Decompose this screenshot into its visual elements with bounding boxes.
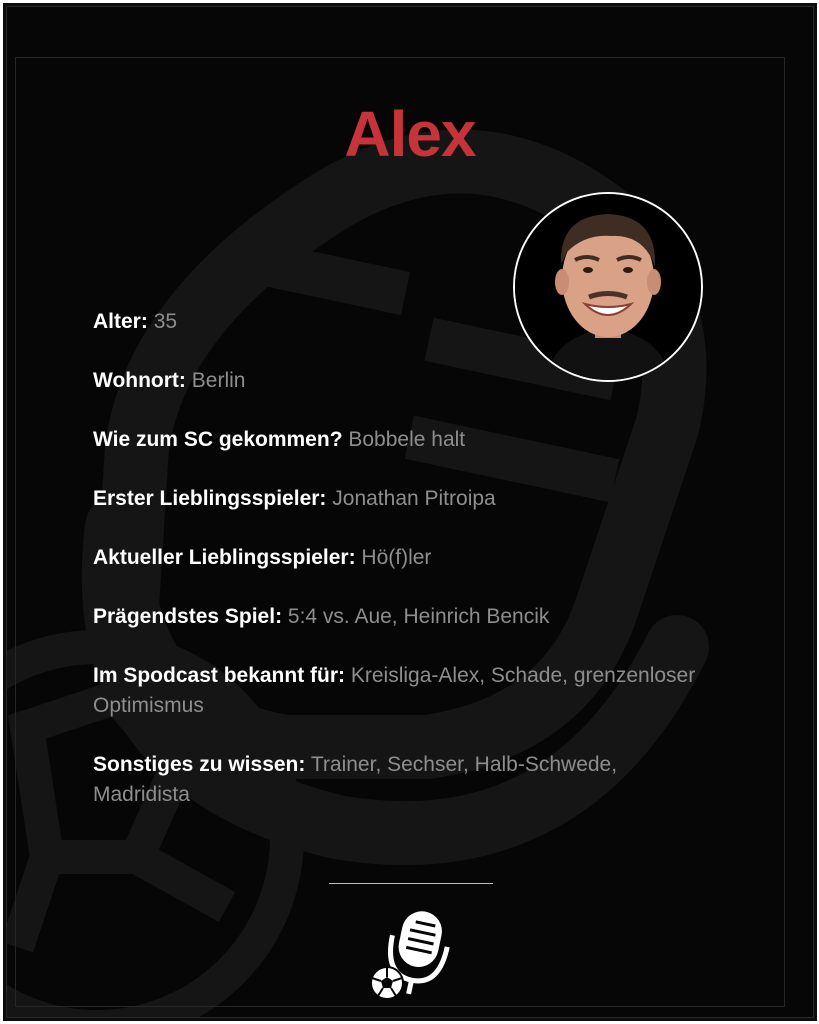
profile-card [6,6,814,1018]
fact-first-favorite [93,484,713,514]
fact-value: Kreisliga-Alex, Schade, grenzenloser Optimismus [93,664,696,717]
fact-value: 5:4 vs. Aue, Heinrich Bencik [287,605,550,628]
fact-defining-match [93,602,713,632]
fact-known-for [93,661,713,721]
fact-other [93,750,713,810]
inner-frame [15,57,785,1007]
fact-value: Bobbele halt [348,428,466,451]
fact-label: Alter: [93,310,148,333]
divider [329,883,493,884]
fact-label: Prägendstes Spiel: [93,605,283,628]
fact-value: Jonathan Pitroipa [332,487,496,510]
fact-label: Sonstiges zu wissen: [93,753,306,776]
person-photo-icon [515,194,701,380]
fact-label: Wohnort: [93,369,186,392]
fact-residence [93,366,713,396]
fact-value: 35 [153,310,178,333]
fact-label: Wie zum SC gekommen? [93,428,343,451]
fact-value: Trainer, Sechser, Halb-Schwede, Madridista [93,753,618,806]
fact-value: Hö(f)ler [361,546,432,569]
fact-age [93,307,713,337]
fact-label: Aktueller Lieblingsspieler: [93,546,356,569]
fact-current-favorite [93,543,713,573]
fact-label: Erster Lieblingsspieler: [93,487,327,510]
fact-label: Im Spodcast bekannt für: [93,664,346,687]
microphone-football-logo-icon [367,905,457,1005]
fact-how-joined [93,425,713,455]
profile-name: Alex [344,98,476,170]
fact-value: Berlin [191,369,246,392]
avatar [513,192,703,382]
